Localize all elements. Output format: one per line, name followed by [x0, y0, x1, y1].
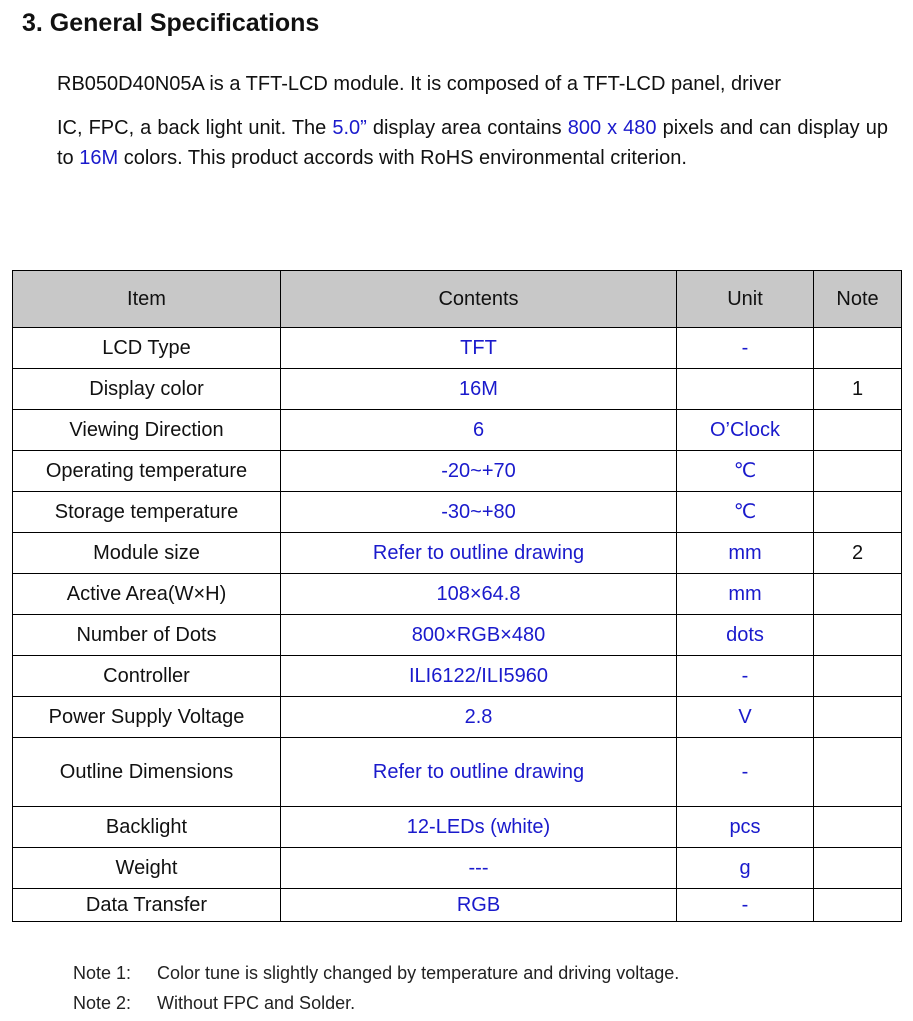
header-note: Note: [814, 271, 902, 328]
cell-note: [814, 889, 902, 922]
cell-unit: -: [677, 656, 814, 697]
table-row: [13, 574, 902, 615]
cell-unit: -: [677, 889, 814, 922]
cell-note: [814, 328, 902, 369]
cell-item: Controller: [13, 656, 281, 697]
cell-contents: 2.8: [281, 697, 677, 738]
footnote-label: Note 2:: [73, 993, 132, 1013]
cell-contents: 16M: [281, 369, 677, 410]
table-row: [13, 328, 902, 369]
cell-contents: 6: [281, 410, 677, 451]
cell-item: Display color: [13, 369, 281, 410]
cell-unit: mm: [677, 574, 814, 615]
cell-unit: pcs: [677, 807, 814, 848]
cell-item: LCD Type: [13, 328, 281, 369]
header-contents: Contents: [281, 271, 677, 328]
table-row: [13, 656, 902, 697]
cell-contents: RGB: [281, 889, 677, 922]
footnote-1: [73, 958, 679, 988]
cell-note: 1: [814, 369, 902, 410]
footnote-text: Without FPC and Solder.: [157, 993, 356, 1013]
intro-display-size: 5.0”: [332, 117, 367, 139]
cell-note: [814, 656, 902, 697]
cell-unit: g: [677, 848, 814, 889]
section-title: 3. General Specifications: [22, 9, 320, 37]
cell-item: Weight: [13, 848, 281, 889]
cell-unit: -: [677, 328, 814, 369]
cell-item: Data Transfer: [13, 889, 281, 922]
header-item: Item: [13, 271, 281, 328]
table-row: [13, 889, 902, 922]
table-row: [13, 451, 902, 492]
footnote-text: Color tune is slightly changed by temperature and driving voltage.: [157, 963, 680, 983]
cell-note: [814, 410, 902, 451]
cell-contents: 12-LEDs (white): [281, 807, 677, 848]
cell-item: Operating temperature: [13, 451, 281, 492]
table-row: [13, 697, 902, 738]
intro-text-2: display area contains: [366, 117, 568, 139]
cell-contents: Refer to outline drawing: [281, 738, 677, 807]
table-row: [13, 410, 902, 451]
cell-contents: -30~+80: [281, 492, 677, 533]
intro-resolution: 800 x 480: [567, 117, 657, 139]
cell-unit: ℃: [677, 492, 814, 533]
cell-unit: [677, 369, 814, 410]
spec-table: [12, 270, 902, 922]
cell-unit: dots: [677, 615, 814, 656]
cell-item: Outline Dimensions: [13, 738, 281, 807]
table-row: [13, 369, 902, 410]
cell-item: Viewing Direction: [13, 410, 281, 451]
cell-contents: TFT: [281, 328, 677, 369]
table-header-row: [13, 271, 902, 328]
intro-paragraph: [57, 113, 888, 173]
table-row: [13, 807, 902, 848]
table-row: [13, 615, 902, 656]
table-row: [13, 848, 902, 889]
table-row: [13, 738, 902, 807]
footnotes: [73, 958, 679, 1018]
cell-note: [814, 615, 902, 656]
cell-note: [814, 848, 902, 889]
header-unit: Unit: [677, 271, 814, 328]
cell-note: [814, 807, 902, 848]
intro-text-1: IC, FPC, a back light unit. The: [57, 117, 333, 139]
cell-unit: V: [677, 697, 814, 738]
cell-item: Backlight: [13, 807, 281, 848]
footnote-2: [73, 988, 679, 1018]
cell-note: [814, 492, 902, 533]
intro-colors: 16M: [79, 147, 119, 169]
cell-contents: ILI6122/ILI5960: [281, 656, 677, 697]
cell-note: [814, 697, 902, 738]
cell-note: [814, 574, 902, 615]
cell-unit: O’Clock: [677, 410, 814, 451]
cell-item: Storage temperature: [13, 492, 281, 533]
cell-item: Power Supply Voltage: [13, 697, 281, 738]
cell-note: 2: [814, 533, 902, 574]
footnote-label: Note 1:: [73, 963, 132, 983]
table-row: [13, 533, 902, 574]
cell-contents: 800×RGB×480: [281, 615, 677, 656]
intro-text-3: pixels and can display up to: [57, 117, 888, 169]
cell-contents: ---: [281, 848, 677, 889]
table-row: [13, 492, 902, 533]
cell-note: [814, 451, 902, 492]
cell-item: Active Area(W×H): [13, 574, 281, 615]
cell-unit: ℃: [677, 451, 814, 492]
cell-note: [814, 738, 902, 807]
cell-unit: -: [677, 738, 814, 807]
intro-line-1: RB050D40N05A is a TFT-LCD module. It is composed of a TFT-LCD panel, driver: [57, 73, 782, 95]
cell-unit: mm: [677, 533, 814, 574]
cell-contents: Refer to outline drawing: [281, 533, 677, 574]
cell-contents: 108×64.8: [281, 574, 677, 615]
cell-item: Module size: [13, 533, 281, 574]
intro-text-4: colors. This product accords with RoHS environmental criterion.: [118, 147, 687, 169]
cell-contents: -20~+70: [281, 451, 677, 492]
cell-item: Number of Dots: [13, 615, 281, 656]
